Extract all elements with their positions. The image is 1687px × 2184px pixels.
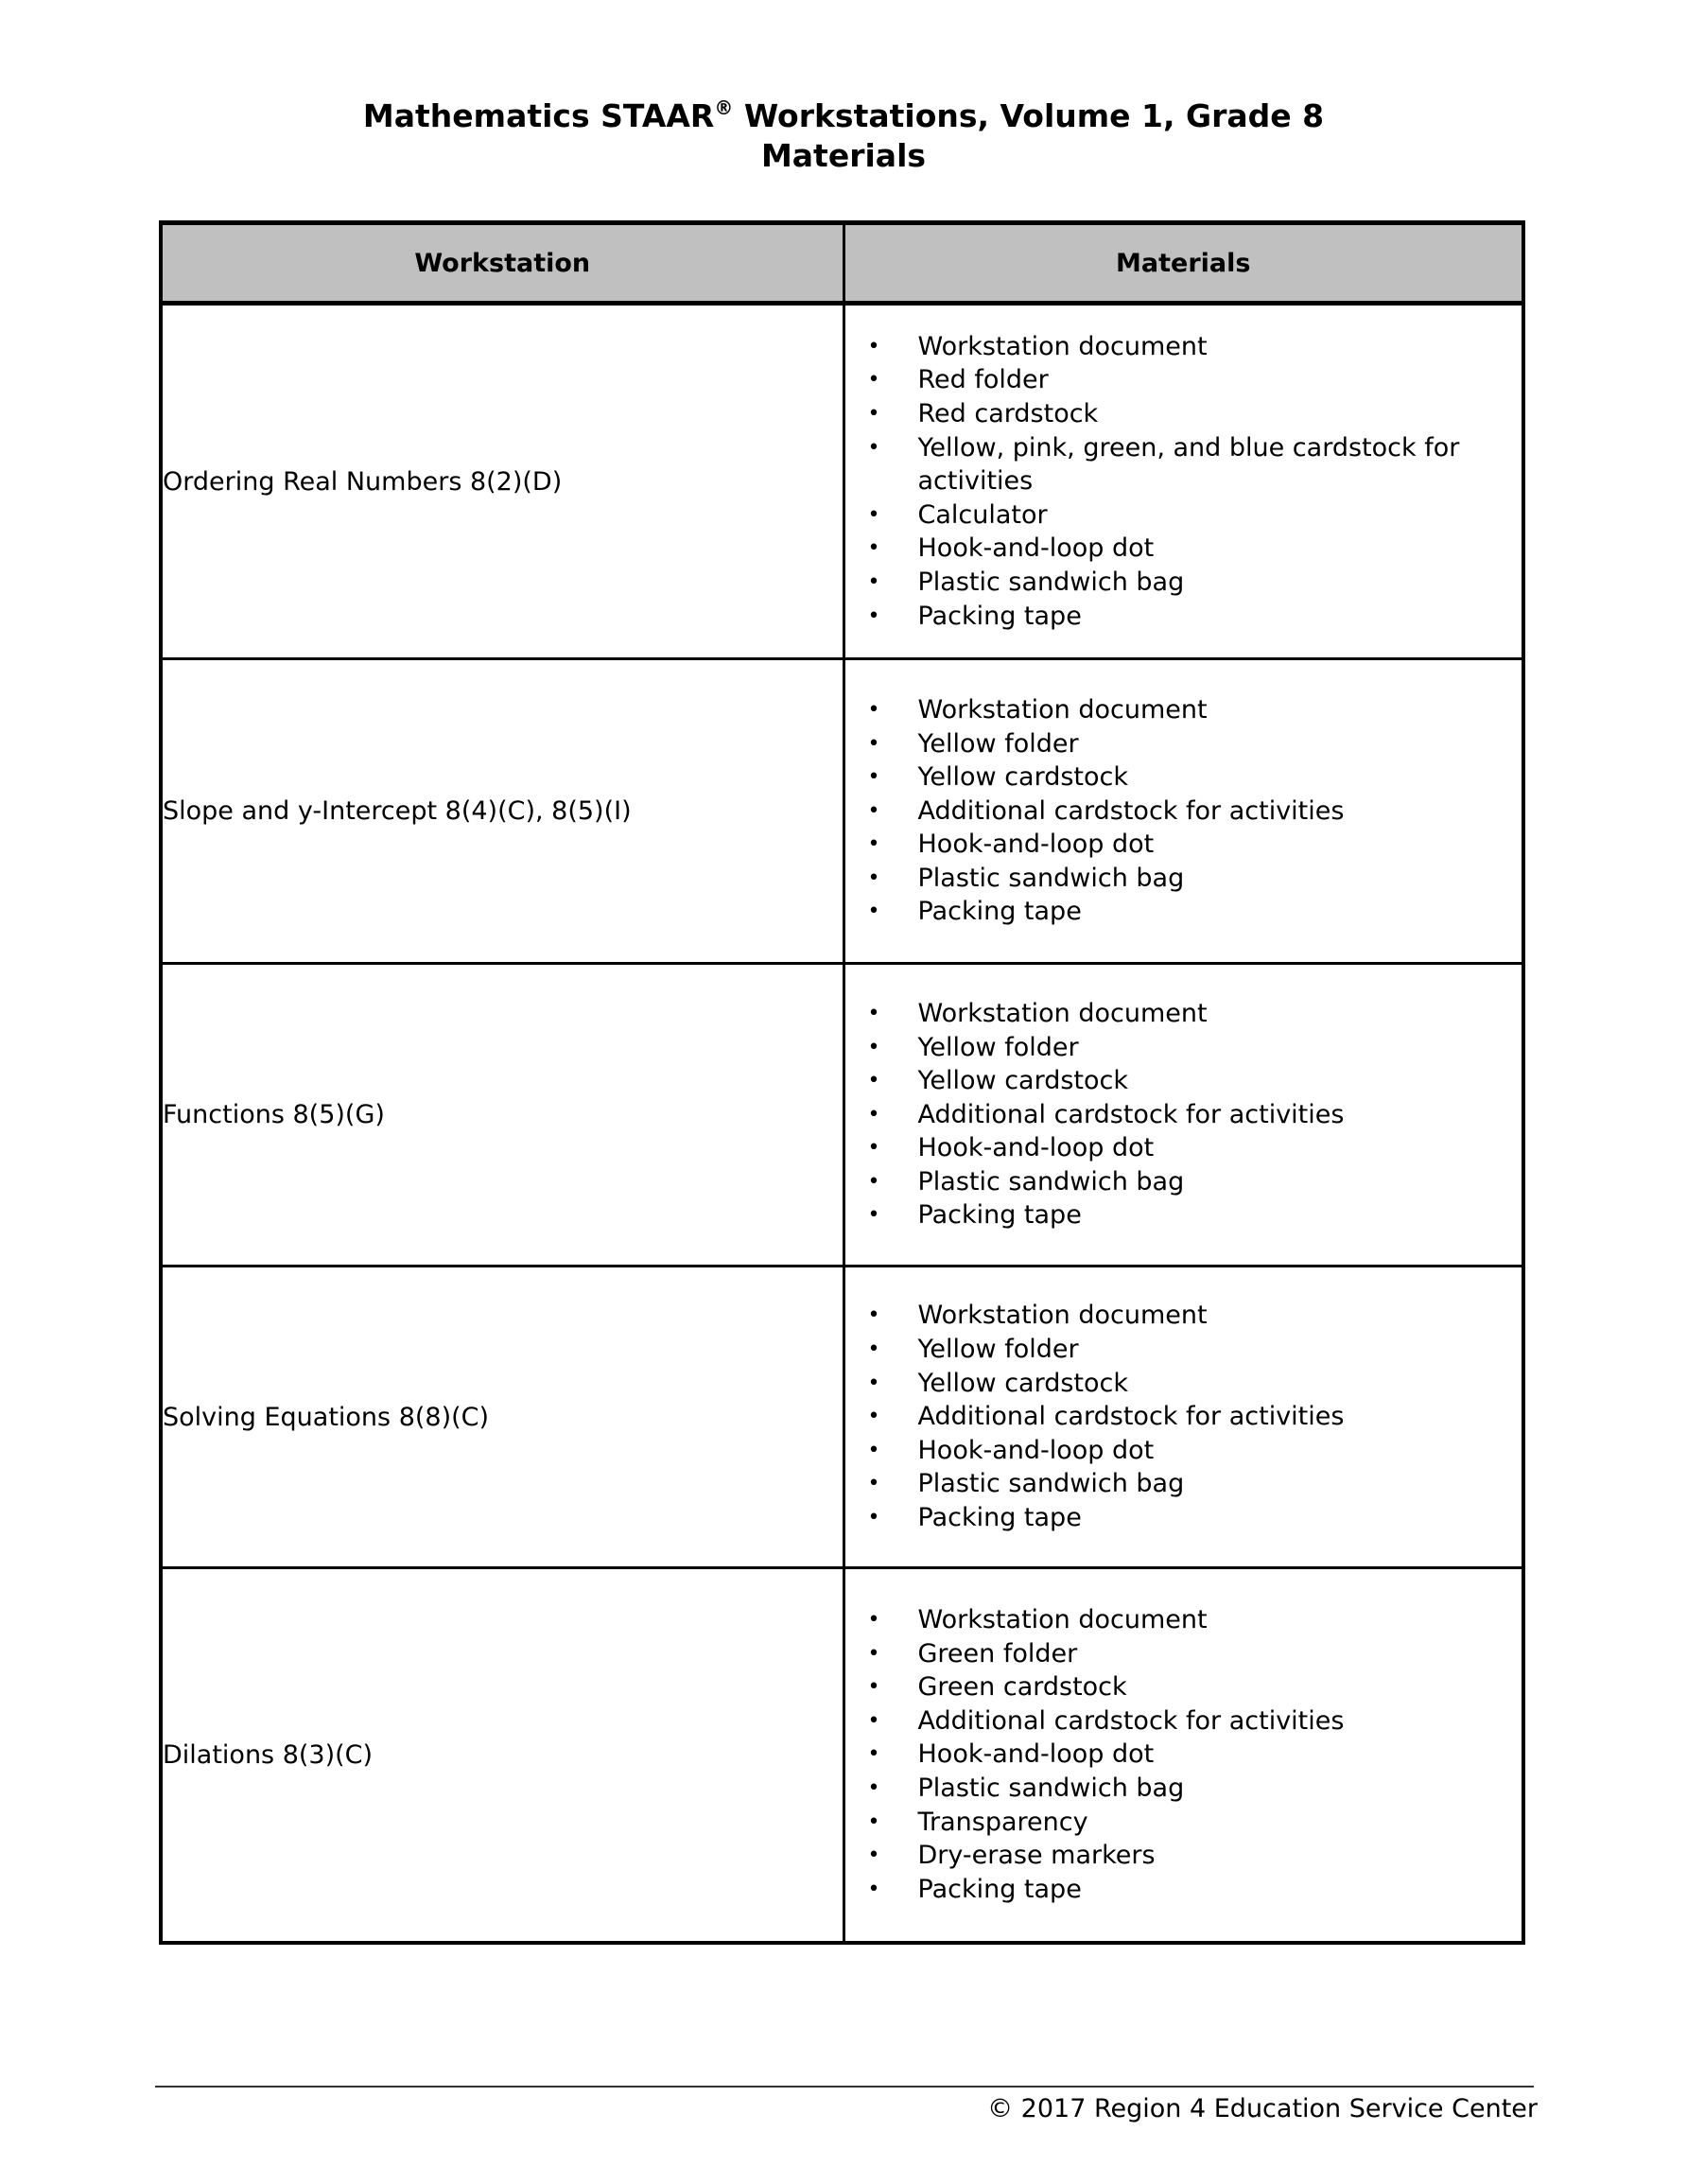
bullet-icon: • [867,569,880,594]
bullet-icon: • [867,1742,880,1767]
bullet-icon: • [867,1203,880,1228]
material-text: Yellow folder [917,1335,1079,1365]
workstation-cell: Functions 8(5)(G) [161,964,844,1267]
list-item [845,532,1522,566]
bullet-icon: • [867,1608,880,1633]
bullet-icon: • [867,1001,880,1025]
material-text: Yellow cardstock [917,1066,1129,1096]
list-item [845,1670,1522,1704]
list-item [845,397,1522,431]
materials-list [845,1603,1522,1906]
materials-cell [844,1267,1523,1568]
material-text: Hook-and-loop dot [917,830,1155,860]
list-item [845,1704,1522,1738]
bullet-icon: • [867,1438,880,1462]
material-text: Packing tape [917,601,1082,631]
materials-list [845,693,1522,929]
list-item [845,760,1522,795]
material-text: Workstation document [917,694,1208,725]
list-item [845,431,1522,498]
bullet-icon: • [867,603,880,628]
bullet-icon: • [867,1809,880,1834]
title-line-1 [0,96,1687,136]
list-item [845,862,1522,896]
list-item [845,1299,1522,1333]
material-text: Packing tape [917,1874,1082,1904]
list-item [845,1603,1522,1637]
registered-mark: ® [714,96,734,119]
list-item [845,363,1522,397]
material-text: Additional cardstock for activities [917,1705,1345,1736]
bullet-icon: • [867,435,880,460]
bullet-icon: • [867,368,880,393]
list-item [845,1637,1522,1671]
list-item [845,1198,1522,1232]
material-text: Plastic sandwich bag [917,1773,1185,1804]
material-text: Packing tape [917,1502,1082,1532]
material-text: Workstation document [917,331,1208,361]
material-text: Green cardstock [917,1672,1127,1703]
bullet-icon: • [867,697,880,722]
list-item [845,1165,1522,1199]
material-text: Dry-erase markers [917,1841,1156,1871]
list-item [845,828,1522,862]
bullet-icon: • [867,765,880,790]
material-text: Hook-and-loop dot [917,1133,1155,1163]
material-text: Workstation document [917,998,1208,1028]
list-item [845,1031,1522,1065]
list-item [845,1738,1522,1772]
list-item [845,1772,1522,1806]
footer-divider [155,2086,1534,2088]
table-row [161,304,1523,659]
material-text: Hook-and-loop dot [917,533,1155,564]
list-item [845,1400,1522,1434]
bullet-icon: • [867,1303,880,1328]
bullet-icon: • [867,1371,880,1395]
bullet-icon: • [867,1337,880,1362]
list-item [845,330,1522,364]
column-header-workstation: Workstation [161,223,844,304]
material-text: Additional cardstock for activities [917,1402,1345,1432]
material-text: Plastic sandwich bag [917,863,1185,893]
footer-copyright: © 2017 Region 4 Education Service Center [987,2094,1538,2123]
material-text: Plastic sandwich bag [917,1166,1185,1197]
material-text: Hook-and-loop dot [917,1739,1155,1770]
bullet-icon: • [867,1069,880,1093]
bullet-icon: • [867,1035,880,1059]
table-header-row [161,223,1523,304]
material-text: Yellow folder [917,728,1079,759]
material-text: Transparency [917,1807,1088,1837]
list-item [845,997,1522,1031]
list-item [845,1367,1522,1401]
materials-cell [844,304,1523,659]
material-text: Plastic sandwich bag [917,567,1185,597]
material-text: Yellow folder [917,1032,1079,1062]
bullet-icon: • [867,1708,880,1733]
list-item [845,693,1522,727]
material-text: Yellow cardstock [917,762,1129,793]
bullet-icon: • [867,1169,880,1194]
bullet-icon: • [867,1641,880,1666]
table-row [161,1568,1523,1943]
material-text: Green folder [917,1638,1078,1669]
materials-cell [844,659,1523,964]
bullet-icon: • [867,798,880,823]
bullet-icon: • [867,1505,880,1529]
title-main: Mathematics STAAR [362,97,715,134]
bullet-icon: • [867,334,880,358]
bullet-icon: • [867,865,880,890]
list-item [845,1839,1522,1873]
material-text: Red cardstock [917,399,1099,429]
page-title [0,96,1687,176]
list-item [845,1467,1522,1501]
list-item [845,727,1522,761]
material-text: Additional cardstock for activities [917,795,1345,826]
list-item [845,1131,1522,1165]
bullet-icon: • [867,1675,880,1700]
title-rest: Workstations, Volume 1, Grade 8 [733,97,1325,134]
bullet-icon: • [867,900,880,924]
materials-cell [844,1568,1523,1943]
list-item [845,600,1522,634]
material-text: Plastic sandwich bag [917,1469,1185,1499]
bullet-icon: • [867,1136,880,1161]
list-item [845,566,1522,600]
workstation-cell: Slope and y-Intercept 8(4)(C), 8(5)(I) [161,659,844,964]
bullet-icon: • [867,402,880,427]
bullet-icon: • [867,502,880,527]
bullet-icon: • [867,832,880,857]
materials-list [845,330,1522,633]
table-row [161,1267,1523,1568]
material-text: Hook-and-loop dot [917,1435,1155,1465]
list-item [845,795,1522,829]
bullet-icon: • [867,536,880,561]
material-text: Packing tape [917,1200,1082,1231]
bullet-icon: • [867,1776,880,1801]
bullet-icon: • [867,1472,880,1496]
material-text: Calculator [917,499,1048,530]
list-item [845,1873,1522,1907]
material-text: Workstation document [917,1301,1208,1331]
list-item [845,1806,1522,1840]
list-item [845,1434,1522,1468]
table-row [161,659,1523,964]
list-item [845,895,1522,929]
workstation-cell: Dilations 8(3)(C) [161,1568,844,1943]
material-text: Additional cardstock for activities [917,1099,1345,1129]
material-text: Workstation document [917,1605,1208,1635]
table-row [161,964,1523,1267]
bullet-icon: • [867,1405,880,1429]
list-item [845,498,1522,533]
column-header-materials: Materials [844,223,1523,304]
bullet-icon: • [867,1843,880,1868]
material-text: Red folder [917,365,1049,395]
materials-list [845,997,1522,1232]
materials-table [159,220,1525,1945]
bullet-icon: • [867,731,880,756]
material-text: Yellow cardstock [917,1368,1129,1398]
list-item [845,1064,1522,1098]
bullet-icon: • [867,1102,880,1127]
list-item [845,1501,1522,1535]
workstation-cell: Solving Equations 8(8)(C) [161,1267,844,1568]
title-line-2: Materials [760,137,927,174]
list-item [845,1098,1522,1132]
workstation-cell: Ordering Real Numbers 8(2)(D) [161,304,844,659]
materials-cell [844,964,1523,1267]
material-text: Yellow, pink, green, and blue cardstock for activities [917,432,1460,497]
materials-list [845,1299,1522,1534]
material-text: Packing tape [917,897,1082,927]
bullet-icon: • [867,1877,880,1901]
list-item [845,1333,1522,1367]
